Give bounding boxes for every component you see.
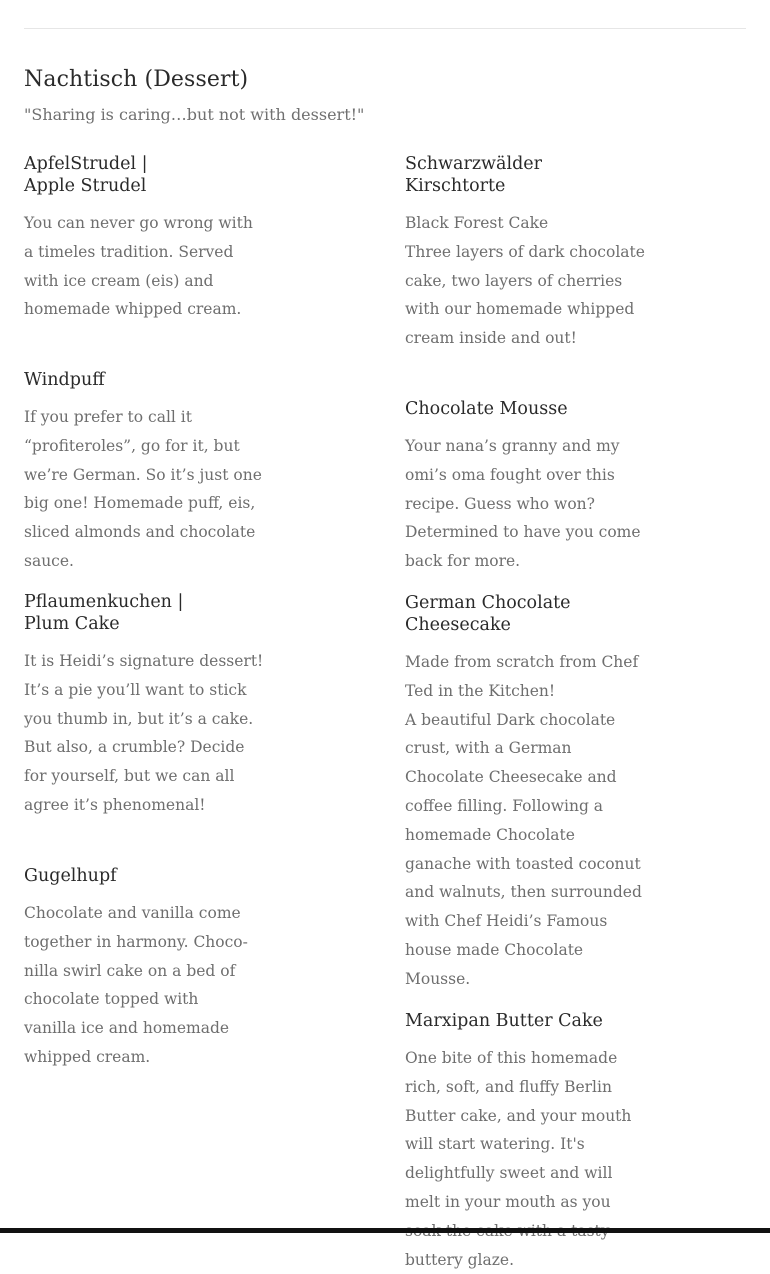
menu-item: [24, 369, 274, 576]
menu-item-description: If you prefer to call it “profiteroles”, go for it, but we’re German. So it’s just one big one! Homemade puff, eis, sliced almonds and chocolate sauce.: [24, 408, 262, 570]
menu-item-name: Schwarzwälder Kirschtorte: [405, 154, 542, 196]
menu-item-description: Your nana’s granny and my omi’s oma fought over this recipe. Guess who won? Determined to have you come back for more.: [405, 437, 641, 571]
menu-item-name: Windpuff: [24, 370, 105, 390]
menu-item-description: Made from scratch from Chef Ted in the Kitchen! A beautiful Dark chocolate crust, with a German Chocolate Cheesecake and coffee filling. Following a homemade Chocolate ganache with toasted coconut and walnuts, then surrounded with Chef Heidi’s Famous house made Chocolate Mousse.: [405, 653, 642, 988]
section-title: Nachtisch (Dessert): [24, 67, 249, 92]
bottom-edge-bar: [0, 1228, 770, 1233]
menu-item: [405, 153, 655, 353]
menu-item: [405, 592, 655, 994]
menu-item: [405, 398, 655, 576]
menu-item-description: Chocolate and vanilla come together in harmony. Choco-nilla swirl cake on a bed of chocolate topped with vanilla ice and homemade whipped cream.: [24, 904, 248, 1066]
top-divider: [24, 28, 746, 29]
menu-item-description: One bite of this homemade rich, soft, and fluffy Berlin Butter cake, and your mouth will start watering. It's delightfully sweet and will melt in your mouth as you buttery glaze.: [405, 1049, 632, 1269]
menu-item-name: German Chocolate Cheesecake: [405, 593, 571, 635]
menu-item-name: ApfelStrudel | Apple Strudel: [24, 154, 148, 196]
menu-item: [24, 865, 274, 1072]
menu-item: [24, 591, 274, 820]
menu-item: [24, 153, 274, 324]
menu-item-description: It is Heidi’s signature dessert! It’s a pie you’ll want to stick you thumb in, but it’s a cake. But also, a crumble? Decide for yourself, but we can all agree it’s phenomenal!: [24, 652, 264, 814]
section-tagline: "Sharing is caring…but not with dessert!": [24, 105, 365, 124]
menu-item-name: Gugelhupf: [24, 866, 117, 886]
menu-item-name: Chocolate Mousse: [405, 399, 568, 419]
menu-item-name: Marxipan Butter Cake: [405, 1011, 603, 1031]
menu-item-description: Black Forest Cake Three layers of dark chocolate cake, two layers of cherries with our homemade whipped cream inside and out!: [405, 214, 645, 348]
menu-item-name: Pflaumenkuchen | Plum Cake: [24, 592, 184, 634]
menu-item: [405, 1010, 655, 1274]
menu-item-description: You can never go wrong with a timeles tradition. Served with ice cream (eis) and homemade whipped cream.: [24, 214, 253, 319]
